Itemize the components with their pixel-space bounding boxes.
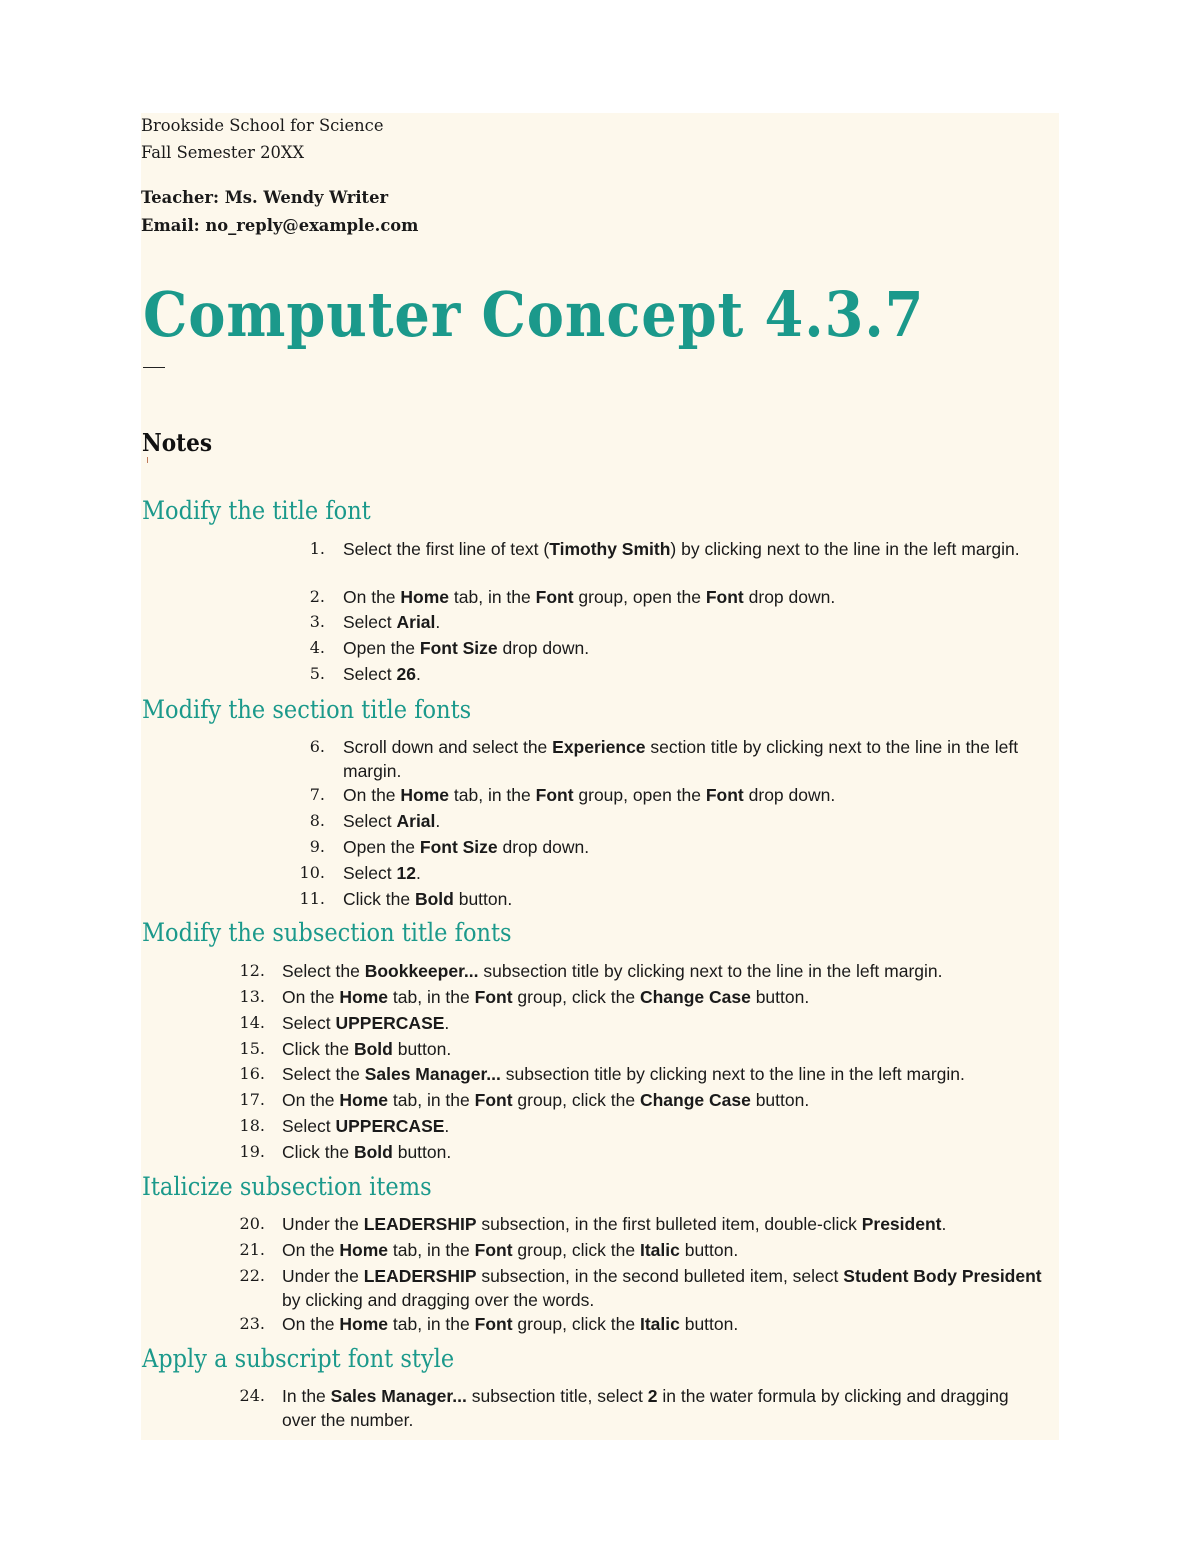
step-text-segment: . [435,811,441,831]
step-number: 19. [239,1142,265,1161]
step-text-segment: . [444,1013,450,1033]
step-text-segment: . [444,1116,450,1136]
emphasis-text: Timothy Smith [549,539,671,559]
emphasis-text: Bookkeeper... [364,961,479,981]
step-text [343,887,1043,911]
step-text [282,1140,1057,1164]
emphasis-text: Home [339,1240,389,1260]
emphasis-text: 26 [396,664,416,684]
step-number: 5. [309,664,325,683]
step-text-segment: ) by clicking next to the line in the left margin. [670,539,1020,559]
step-text-segment: button. [750,987,810,1007]
step-text [282,1264,1047,1312]
step-text-segment: On the [282,1314,340,1334]
emphasis-text: LEADERSHIP [363,1214,477,1234]
step-number: 6. [309,737,325,756]
emphasis-text: Font [474,987,513,1007]
emphasis-text: Home [339,1090,389,1110]
step-text-segment: Select [282,1116,336,1136]
step-text-segment: in the water formula by clicking and dragging over the number. [282,1386,1009,1430]
step-text-segment: subsection title, select [466,1386,648,1406]
step-number: 18. [239,1116,265,1135]
document-page [141,113,1059,1440]
step-text [282,1037,1057,1061]
step-text-segment: Click the [343,889,415,909]
step-text-segment: On the [343,785,401,805]
school-name: Brookside School for Science [141,116,384,136]
step-text-segment: subsection, in the first bulleted item, double-click [476,1214,862,1234]
step-text-segment: In the [282,1386,331,1406]
step-text [343,610,1043,634]
step-text-segment: group, click the [512,1240,640,1260]
step-text-segment: drop down. [497,837,590,857]
emphasis-text: UPPERCASE [335,1116,445,1136]
emphasis-text: Bold [353,1142,393,1162]
step-text [282,1114,1057,1138]
emphasis-text: Change Case [639,1090,751,1110]
step-text-segment: button. [392,1142,452,1162]
step-text-segment: drop down. [743,587,836,607]
step-text [343,835,1043,859]
step-text [282,959,1057,983]
title-divider [143,367,165,368]
step-text-segment: by clicking and dragging over the words. [282,1290,595,1310]
step-text-segment: tab, in the [388,1090,475,1110]
step-text-segment: button. [679,1240,739,1260]
emphasis-text: Font Size [419,638,498,658]
step-number: 10. [299,863,325,882]
step-text [282,1312,1052,1336]
step-text-segment: section title by clicking next to the line in the left margin. [343,737,1019,781]
emphasis-text: Arial [396,612,436,632]
emphasis-text: Font [474,1314,513,1334]
step-number: 24. [239,1386,265,1405]
step-text [282,1238,1052,1262]
step-text-segment: button. [750,1090,810,1110]
step-text-segment: . [415,664,421,684]
emphasis-text: Font [535,587,574,607]
step-text [282,1212,1052,1236]
step-number: 17. [239,1090,265,1109]
step-text [343,636,1043,660]
email-line: Email: no_reply@example.com [141,216,419,236]
notes-heading: Notes [142,428,213,457]
step-text-segment: tab, in the [388,1240,475,1260]
section-heading: Italicize subsection items [142,1172,432,1201]
step-text [282,1384,1022,1432]
step-number: 23. [239,1314,265,1333]
step-text-segment: On the [282,987,340,1007]
step-text-segment: tab, in the [388,987,475,1007]
step-text-segment: On the [282,1090,340,1110]
step-number: 7. [309,785,325,804]
step-text [343,783,1043,807]
step-text-segment: Under the [282,1266,364,1286]
step-text [343,735,1043,783]
step-text-segment: Select the [282,1064,365,1084]
emphasis-text: Bold [414,889,454,909]
step-text-segment: group, click the [512,1314,640,1334]
emphasis-text: Sales Manager... [330,1386,467,1406]
emphasis-text: Font [705,587,744,607]
step-number: 14. [239,1013,265,1032]
step-text-segment: button. [392,1039,452,1059]
step-text-segment: drop down. [497,638,590,658]
emphasis-text: Change Case [639,987,751,1007]
step-text-segment: button. [453,889,513,909]
teacher-line: Teacher: Ms. Wendy Writer [141,188,389,208]
emphasis-text: Experience [552,737,646,757]
step-text [343,662,1043,686]
emphasis-text: Home [400,785,450,805]
emphasis-text: Font Size [419,837,498,857]
step-text-segment: Select [343,811,397,831]
step-text [282,1088,1057,1112]
step-text-segment: tab, in the [388,1314,475,1334]
emphasis-text: Home [339,987,389,1007]
section-heading: Modify the subsection title fonts [142,918,512,947]
step-number: 11. [299,889,325,908]
semester: Fall Semester 20XX [141,143,305,163]
step-text-segment: group, click the [512,1090,640,1110]
emphasis-text: President [861,1214,942,1234]
step-number: 2. [309,587,325,606]
step-number: 12. [239,961,265,980]
step-text-segment: Select [343,664,397,684]
step-number: 13. [239,987,265,1006]
step-text-segment: Open the [343,638,420,658]
step-text-segment: group, click the [512,987,640,1007]
step-text-segment: Scroll down and select the [343,737,553,757]
step-text-segment: Select the first line of text ( [343,539,550,559]
step-text-segment: Select [343,863,397,883]
emphasis-text: LEADERSHIP [363,1266,477,1286]
step-text [343,861,1043,885]
emphasis-text: Home [400,587,450,607]
step-number: 3. [309,612,325,631]
step-text-segment: . [435,612,441,632]
step-text-segment: tab, in the [449,785,536,805]
step-text-segment: Under the [282,1214,364,1234]
step-number: 4. [309,638,325,657]
step-number: 21. [239,1240,265,1259]
step-text-segment: Select [282,1013,336,1033]
step-number: 1. [309,539,325,558]
step-number: 16. [239,1064,265,1083]
step-number: 15. [239,1039,265,1058]
step-number: 8. [309,811,325,830]
step-number: 22. [239,1266,265,1285]
emphasis-text: 12 [396,863,416,883]
step-text-segment: group, open the [573,785,706,805]
step-text-segment: tab, in the [449,587,536,607]
emphasis-text: Italic [639,1314,680,1334]
step-text-segment: group, open the [573,587,706,607]
cursor-mark [147,457,148,463]
step-text [282,1062,1057,1086]
emphasis-text: 2 [647,1386,658,1406]
emphasis-text: Sales Manager... [364,1064,501,1084]
step-text [282,985,1057,1009]
step-text-segment: Click the [282,1142,354,1162]
step-text [343,585,1043,609]
step-text-segment: Select [343,612,397,632]
step-text-segment: button. [679,1314,739,1334]
emphasis-text: Font [474,1240,513,1260]
step-text-segment: . [941,1214,947,1234]
step-number: 9. [309,837,325,856]
emphasis-text: Font [705,785,744,805]
emphasis-text: Student Body President [843,1266,1042,1286]
step-text-segment: drop down. [743,785,836,805]
emphasis-text: Font [474,1090,513,1110]
section-heading: Modify the title font [142,496,371,525]
step-text [343,537,1043,561]
step-text-segment: Open the [343,837,420,857]
emphasis-text: UPPERCASE [335,1013,445,1033]
step-text-segment: subsection title by clicking next to the line in the left margin. [500,1064,965,1084]
step-number: 20. [239,1214,265,1233]
step-text [343,809,1043,833]
section-heading: Modify the section title fonts [142,695,472,724]
step-text-segment: subsection title by clicking next to the line in the left margin. [478,961,943,981]
step-text-segment: Click the [282,1039,354,1059]
emphasis-text: Arial [396,811,436,831]
page-title: Computer Concept 4.3.7 [143,278,925,351]
step-text-segment: . [415,863,421,883]
emphasis-text: Font [535,785,574,805]
emphasis-text: Bold [353,1039,393,1059]
emphasis-text: Home [339,1314,389,1334]
section-heading: Apply a subscript font style [142,1344,455,1373]
step-text [282,1011,1057,1035]
step-text-segment: subsection, in the second bulleted item, select [476,1266,844,1286]
step-text-segment: Select the [282,961,365,981]
emphasis-text: Italic [639,1240,680,1260]
step-text-segment: On the [282,1240,340,1260]
step-text-segment: On the [343,587,401,607]
